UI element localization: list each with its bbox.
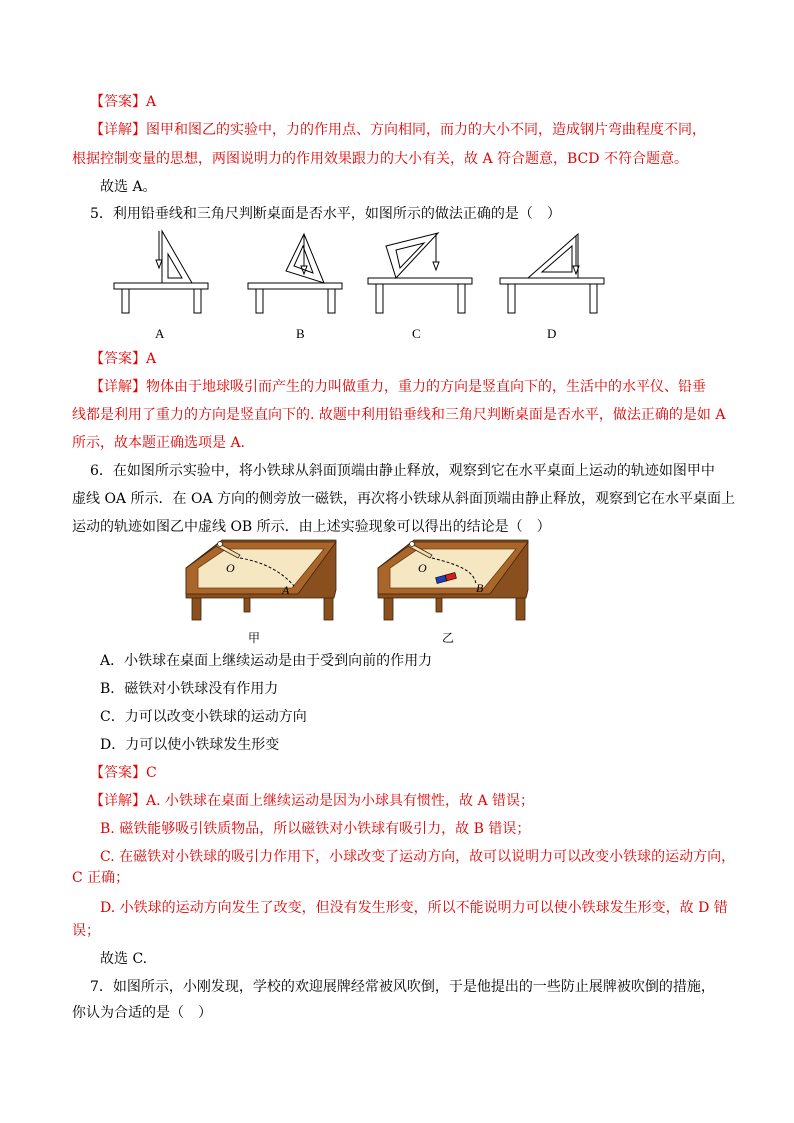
q6-detail-c1: C. 在磁铁对小铁球的吸引力作用下，小球改变了运动方向，故可以说明力可以改变小铁球的运动方向，	[100, 849, 736, 865]
q6-detail-d1: D. 小铁球的运动方向发生了改变，但没有发生形变，所以不能说明力可以使小铁球发生形变，故 D 错	[100, 900, 728, 916]
q6-left-label: 甲	[248, 631, 261, 645]
q4-detail-line2: 根据控制变量的思想，两图说明力的作用效果跟力的大小有关，故 A 符合题意，BCD 不符合题意。	[72, 151, 688, 167]
q4-answer-tag: 【答案】A	[90, 94, 157, 110]
q6-option-a: A．小铁球在桌面上继续运动是由于受到向前的作用力	[100, 653, 433, 669]
q6-answer-tag: 【答案】C	[90, 765, 157, 781]
q6-right-label: 乙	[442, 631, 455, 645]
q6-left-point-a: A	[282, 583, 290, 597]
q5-answer-tag: 【答案】A	[90, 351, 157, 367]
q6-detail-b: B. 磁铁能够吸引铁质物品，所以磁铁对小铁球有吸引力，故 B 错误；	[100, 821, 531, 837]
q6-figure-left	[184, 538, 344, 628]
q6-detail-a: 【详解】A. 小铁球在桌面上继续运动是因为小球具有惯性，故 A 错误；	[90, 793, 535, 809]
q5-figure-d	[498, 226, 608, 316]
q5-detail-line1: 【详解】物体由于地球吸引而产生的力叫做重力，重力的方向是竖直向下的，生活中的水平仪、铅垂	[90, 379, 706, 395]
q6-stem-line1: 6．在如图所示实验中，将小铁球从斜面顶端由静止释放，观察到它在水平桌面上运动的轨迹如图甲中	[90, 463, 715, 479]
q6-detail-d2: 误；	[72, 923, 100, 939]
q5-detail-line3: 所示，故本题正确选项是 A.	[72, 435, 246, 451]
q6-option-b: B．磁铁对小铁球没有作用力	[100, 681, 279, 697]
q5-figure-c	[366, 226, 476, 316]
q5-figure-a	[112, 226, 212, 316]
q5-detail-line2: 线都是利用了重力的方向是竖直向下的. 故题中利用铅垂线和三角尺判断桌面是否水平，做法正确的是如 A	[72, 407, 726, 423]
q6-left-point-o: O	[226, 561, 235, 575]
q6-stem-line3: 运动的轨迹如图乙中虚线 OB 所示．由上述实验现象可以得出的结论是（ ）	[72, 519, 551, 535]
q4-detail-line1: 【详解】图甲和图乙的实验中，力的作用点、方向相同，而力的大小不同，造成钢片弯曲程度不同，	[90, 122, 706, 138]
q7-stem-line2: 你认为合适的是（ ）	[72, 1005, 212, 1021]
q6-detail-c2: C 正确；	[72, 870, 130, 886]
q7-stem-line1: 7．如图所示，小刚发现，学校的欢迎展牌经常被风吹倒，于是他提出的一些防止展牌被吹倒的措施，	[90, 979, 715, 995]
q6-right-point-o: O	[418, 561, 427, 575]
q5-label-c: C	[412, 326, 421, 341]
q4-choose: 故选 A。	[100, 179, 157, 195]
q5-figure-b	[246, 226, 346, 316]
q6-choose: 故选 C.	[100, 951, 148, 967]
q6-stem-line2: 虚线 OA 所示．在 OA 方向的侧旁放一磁铁，再次将小铁球从斜面顶端由静止释放，观察到它在水平桌面上	[72, 491, 735, 507]
q6-figure-right	[376, 538, 536, 628]
q5-label-a: A	[155, 326, 165, 341]
q6-option-c: C．力可以改变小铁球的运动方向	[100, 709, 307, 725]
q6-right-point-b: B	[476, 581, 484, 595]
q6-option-d: D．力可以使小铁球发生形变	[100, 737, 280, 753]
q5-stem: 5．利用铅垂线和三角尺判断桌面是否水平，如图所示的做法正确的是（ ）	[90, 206, 561, 222]
q5-label-b: B	[296, 326, 305, 341]
q5-label-d: D	[547, 326, 557, 341]
